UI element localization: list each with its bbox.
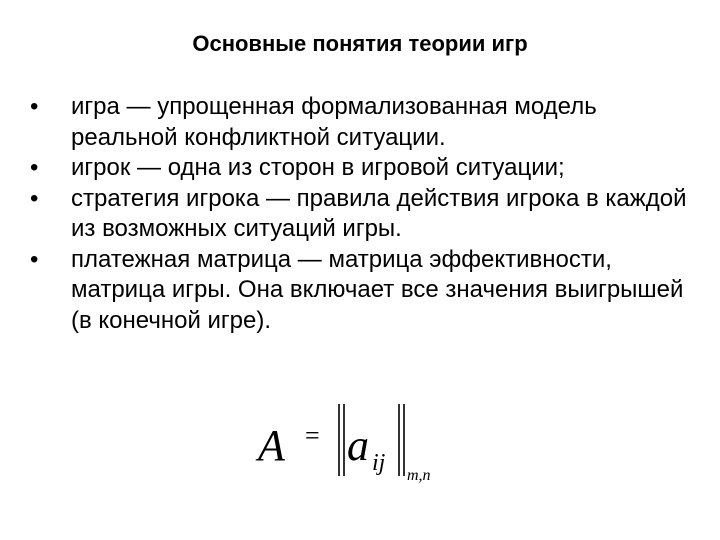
bullet-text: игра — упрощенная формализованная модель реальной конфликтной ситуации. — [71, 93, 597, 151]
bullet-marker: • — [30, 93, 39, 120]
formula-equals: = — [305, 421, 320, 450]
formula-lhs: A — [258, 421, 285, 470]
definitions-list — [30, 92, 690, 336]
bullet-marker: • — [30, 154, 39, 181]
bullet-marker: • — [30, 245, 39, 273]
bullet-text: игрок — одна из сторон в игровой ситуации; — [71, 154, 565, 181]
bullet-item-player — [30, 153, 690, 184]
formula-element: a — [347, 421, 369, 470]
slide-title: Основные понятия теории игр — [192, 31, 528, 56]
bullet-text: стратегия игрока — правила действия игрока в каждой из возможных ситуаций игры. — [71, 184, 687, 242]
bullet-text: платежная матрица — матрица эффективности, матрица игры. Она включает все значения выигрышей (в конечной игре). — [71, 245, 684, 334]
bullet-item-payoff-matrix — [30, 245, 690, 337]
formula-graphic — [255, 400, 455, 490]
bullet-marker: • — [30, 184, 39, 212]
formula-element-index: ij — [372, 450, 386, 476]
payoff-matrix-formula — [255, 400, 455, 490]
bullet-item-game — [30, 92, 690, 153]
formula-dims: m,n — [407, 467, 431, 484]
bullet-item-strategy — [30, 184, 690, 245]
